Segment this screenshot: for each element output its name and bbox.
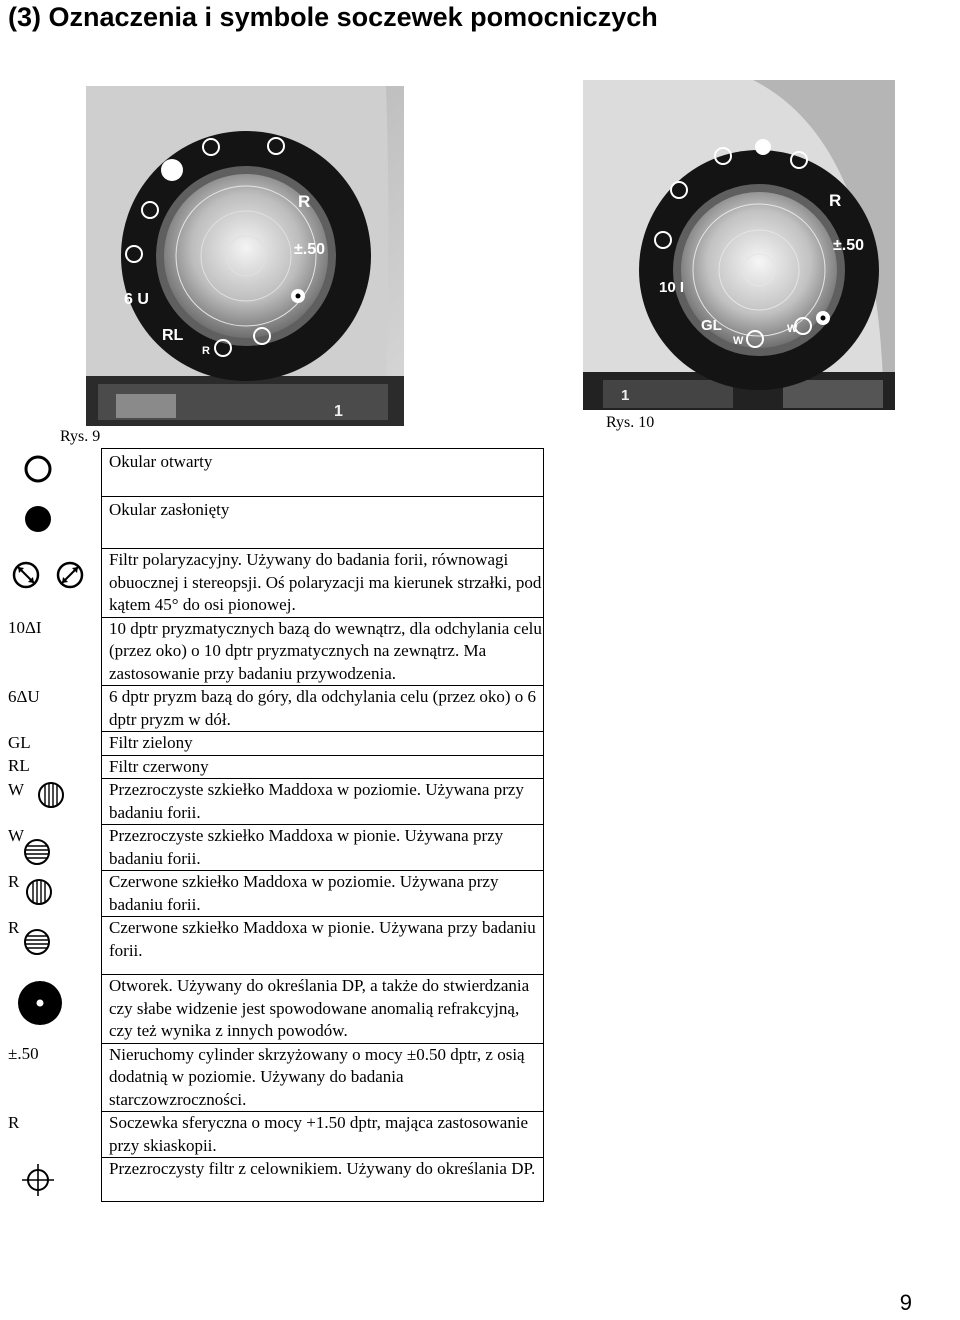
fig10-label-10i: 10 I (659, 279, 685, 296)
symbol-cell (0, 825, 102, 871)
symbol-label: W (8, 825, 25, 845)
description-cell: Filtr polaryzacyjny. Używany do badania forii, równowagi obuocznej i stereopsji. Oś polaryzacji ma kierunek strzałki, pod kątem 45° do osi pionowej. (102, 549, 544, 618)
description-cell: Okular otwarty (102, 449, 544, 497)
symbol-cell: RL (0, 755, 102, 779)
fig9-label-rl: RL (162, 327, 184, 344)
table-row (0, 975, 544, 1044)
description-cell: Przezroczyste szkiełko Maddoxa w poziomie. Używana przy badaniu forii. (102, 779, 544, 825)
description-cell: Filtr czerwony (102, 755, 544, 779)
description-cell: 6 dptr pryzm bazą do góry, dla odchylania celu (przez oko) o 6 dptr pryzm w dół. (102, 686, 544, 732)
symbol-cell (0, 449, 102, 497)
table-row (0, 825, 544, 871)
crosshair-icon (8, 1158, 68, 1202)
symbol-label: W (8, 779, 25, 799)
symbol-cell (0, 779, 102, 825)
symbol-cell (0, 549, 102, 618)
description-cell: 10 dptr pryzmatycznych bazą do wewnątrz, dla odchylania celu (przez oko) o 10 dptr pryzmatycznych na zewnątrz. Ma zastosowanie przy badaniu przywodzenia. (102, 617, 544, 686)
page-title: (3) Oznaczenia i symbole soczewek pomocniczych (8, 2, 658, 32)
table-row (0, 732, 544, 756)
fig9-label-pm: ±.50 (294, 241, 326, 258)
table-row (0, 779, 544, 825)
fig10-counter: 1 (621, 387, 630, 404)
description-cell: Nieruchomy cylinder skrzyżowany o mocy ±0.50 dptr, z osią dodatnią w poziomie. Używany do badania starczowzroczności. (102, 1043, 544, 1112)
fig9-label-r-bottom: R (202, 345, 210, 357)
table-row (0, 549, 544, 618)
symbol-cell: ±.50 (0, 1043, 102, 1112)
symbol-label: R (8, 871, 20, 891)
polarizer-arrow-left-icon (14, 563, 38, 587)
caption-rys10: Rys. 10 (606, 414, 655, 431)
description-cell: Otworek. Używany do określania DP, a także do stwierdzania czy słabe widzenie jest spowodowane anomalią refrakcyjną, czy też wynika z innych powodów. (102, 975, 544, 1044)
symbol-cell: 6ΔU (0, 686, 102, 732)
table-row (0, 1043, 544, 1112)
description-cell: Przezroczysty filtr z celownikiem. Używany do określania DP. (102, 1158, 544, 1202)
symbol-cell: 10ΔI (0, 617, 102, 686)
filled-circle-icon (8, 497, 68, 541)
caption-rys9: Rys. 9 (60, 428, 101, 445)
maddox-vertical-lines-icon (24, 877, 54, 907)
symbol-cell (0, 975, 102, 1044)
maddox-horizontal-lines-icon (22, 837, 52, 867)
symbol-label: R (8, 917, 20, 937)
fig9-counter: 1 (334, 403, 343, 420)
fig10-label-gl: GL (701, 317, 722, 334)
table-row (0, 617, 544, 686)
table-row (0, 917, 544, 975)
table-row (0, 755, 544, 779)
fig10-label-w2: W (787, 323, 798, 335)
symbol-cell: R (0, 1112, 102, 1158)
symbol-cell (0, 917, 102, 975)
table-row (0, 1112, 544, 1158)
fig10-label-w1: W (733, 335, 744, 347)
fig9-label-6u: 6 U (124, 291, 149, 308)
page-number: 9 (899, 1290, 912, 1315)
table-row (0, 686, 544, 732)
symbol-cell (0, 871, 102, 917)
fig10-label-pm: ±.50 (833, 237, 865, 254)
table-row (0, 449, 544, 497)
description-cell: Czerwone szkiełko Maddoxa w pionie. Używana przy badaniu forii. (102, 917, 544, 975)
symbol-cell: GL (0, 732, 102, 756)
description-cell: Soczewka sferyczna o mocy +1.50 dptr, mająca zastosowanie przy skiaskopii. (102, 1112, 544, 1158)
description-cell: Czerwone szkiełko Maddoxa w poziomie. Używana przy badaniu forii. (102, 871, 544, 917)
polarizing-filter-icons (8, 549, 88, 599)
description-cell: Przezroczyste szkiełko Maddoxa w pionie. Używana przy badaniu forii. (102, 825, 544, 871)
figure-rys10-photo (583, 80, 895, 410)
figure-rys9-photo (86, 86, 404, 426)
maddox-horizontal-lines-icon (22, 927, 52, 957)
table-row (0, 1158, 544, 1202)
fig10-label-r-top: R (829, 191, 842, 210)
fig9-label-r-top: R (298, 192, 311, 211)
pinhole-icon (8, 977, 72, 1031)
symbol-cell (0, 1158, 102, 1202)
maddox-vertical-lines-icon (36, 780, 66, 810)
symbols-table (0, 448, 544, 1202)
symbol-cell (0, 497, 102, 549)
polarizer-arrow-right-icon (58, 563, 82, 587)
open-circle-icon (8, 449, 68, 489)
table-row (0, 497, 544, 549)
table-row (0, 871, 544, 917)
description-cell: Okular zasłonięty (102, 497, 544, 549)
description-cell: Filtr zielony (102, 732, 544, 756)
